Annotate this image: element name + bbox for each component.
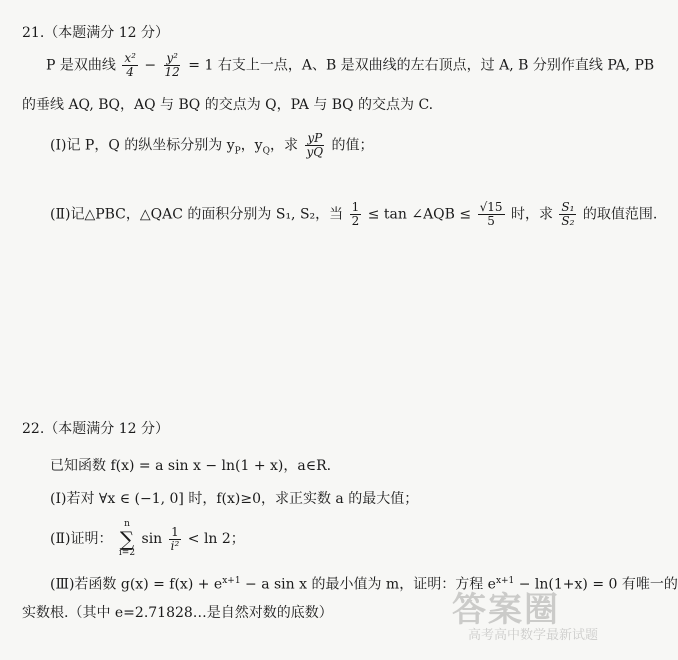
q21-part1-mid: ，y bbox=[240, 137, 263, 154]
sum-upper: n bbox=[124, 519, 130, 529]
q21-part1-end: 的值； bbox=[331, 137, 374, 154]
q21-header: 21.（本题满分 12 分） bbox=[22, 25, 169, 41]
one-over-i2 bbox=[169, 526, 182, 553]
yP: yP bbox=[307, 131, 323, 145]
q21-part2-tan: ≤ tan ∠AQB ≤ bbox=[367, 206, 472, 223]
watermark-logo: 答案圈 bbox=[452, 590, 560, 630]
term-num: 1 bbox=[171, 524, 179, 539]
q22-header: 22.（本题满分 12 分） bbox=[22, 421, 169, 437]
half-den: 2 bbox=[351, 214, 360, 228]
q21-part1-ask: ，求 bbox=[270, 137, 298, 154]
equals-one: = 1 bbox=[188, 57, 214, 74]
q21-stem-part2: 右支上一点，A、B 是双曲线的左右顶点，过 A, B 分别作直线 PA, PB bbox=[217, 57, 655, 74]
q21-part2-end: 的取值范围. bbox=[582, 206, 658, 223]
q22-part3-c: − ln(1+x) = 0 有唯一的 bbox=[514, 576, 678, 593]
minus-sign: − bbox=[144, 57, 157, 74]
exp-sup: x+1 bbox=[222, 576, 241, 586]
s2: S₂ bbox=[561, 214, 575, 228]
hyperbola-x-term bbox=[122, 52, 138, 79]
q21-stem-line2: 的垂线 AQ, BQ，AQ 与 BQ 的交点为 Q，PA 与 BQ 的交点为 C. bbox=[22, 97, 434, 113]
one-half bbox=[350, 201, 362, 228]
denom-4: 4 bbox=[126, 65, 134, 79]
denom-5: 5 bbox=[487, 214, 495, 228]
sigma-symbol: ∑ bbox=[119, 527, 135, 551]
q22-part3: (Ⅲ)若函数 $g(x) = f(x) + e^{x+1} - a$ sin x 的最小值为 m，证明：方程 $e^{x+1} - \ln(1+x) = 0$ 有唯一的 bbox=[50, 576, 678, 593]
q21-stem-line1 bbox=[46, 52, 654, 79]
q21-part2-pre: (Ⅱ)记△PBC，△QAC 的面积分别为 S₁, S₂，当 bbox=[50, 206, 344, 223]
q21-part2 bbox=[50, 201, 657, 228]
q22-part2-pre: (Ⅱ)证明： bbox=[50, 531, 113, 547]
q22-part2 bbox=[50, 520, 245, 558]
denom-12: 12 bbox=[164, 65, 180, 79]
q22-part1: (Ⅰ)若对 ∀x ∈ (−1, 0] 时，f(x)≥0，求正实数 a 的最大值； bbox=[50, 491, 419, 507]
yP-over-yQ bbox=[304, 132, 325, 159]
term-den: i² bbox=[170, 538, 180, 553]
half-num: 1 bbox=[351, 200, 360, 214]
q22-part2-end: < ln 2； bbox=[187, 531, 245, 547]
q21-part1: (Ⅰ)记 P，Q 的纵坐标分别为 $y_P$，$y_Q$，求 $\frac{yP}{yQ}$ 的值； bbox=[50, 131, 374, 159]
summation bbox=[119, 520, 135, 558]
y2: y² bbox=[166, 51, 178, 65]
x2: x² bbox=[124, 51, 136, 65]
sin-term: sin bbox=[141, 531, 163, 547]
q22-part3-b: − a sin x 的最小值为 m，证明：方程 e bbox=[240, 576, 496, 593]
q22-part3-line2: 实数根.（其中 e=2.71828…是自然对数的底数） bbox=[22, 605, 333, 621]
sum-lower: i=2 bbox=[118, 548, 136, 558]
q21-part1-pre: (Ⅰ)记 P，Q 的纵坐标分别为 y bbox=[50, 137, 235, 154]
hyperbola-y-term bbox=[163, 52, 182, 79]
sqrt15: √15 bbox=[479, 200, 503, 214]
s1: S₁ bbox=[561, 200, 575, 214]
yQ: yQ bbox=[306, 145, 324, 159]
watermark-caption: 高考高中数学最新试题 bbox=[468, 628, 599, 643]
q21-stem-part1: P 是双曲线 bbox=[46, 57, 116, 74]
q22-given: 已知函数 f(x) = a sin x − ln(1 + x)，a∈R. bbox=[50, 458, 332, 474]
s1-over-s2 bbox=[559, 201, 576, 228]
sqrt15-over-5 bbox=[478, 201, 505, 228]
q22-part3-a: (Ⅲ)若函数 g(x) = f(x) + e bbox=[50, 576, 223, 593]
q21-part2-when: 时，求 bbox=[510, 206, 553, 223]
